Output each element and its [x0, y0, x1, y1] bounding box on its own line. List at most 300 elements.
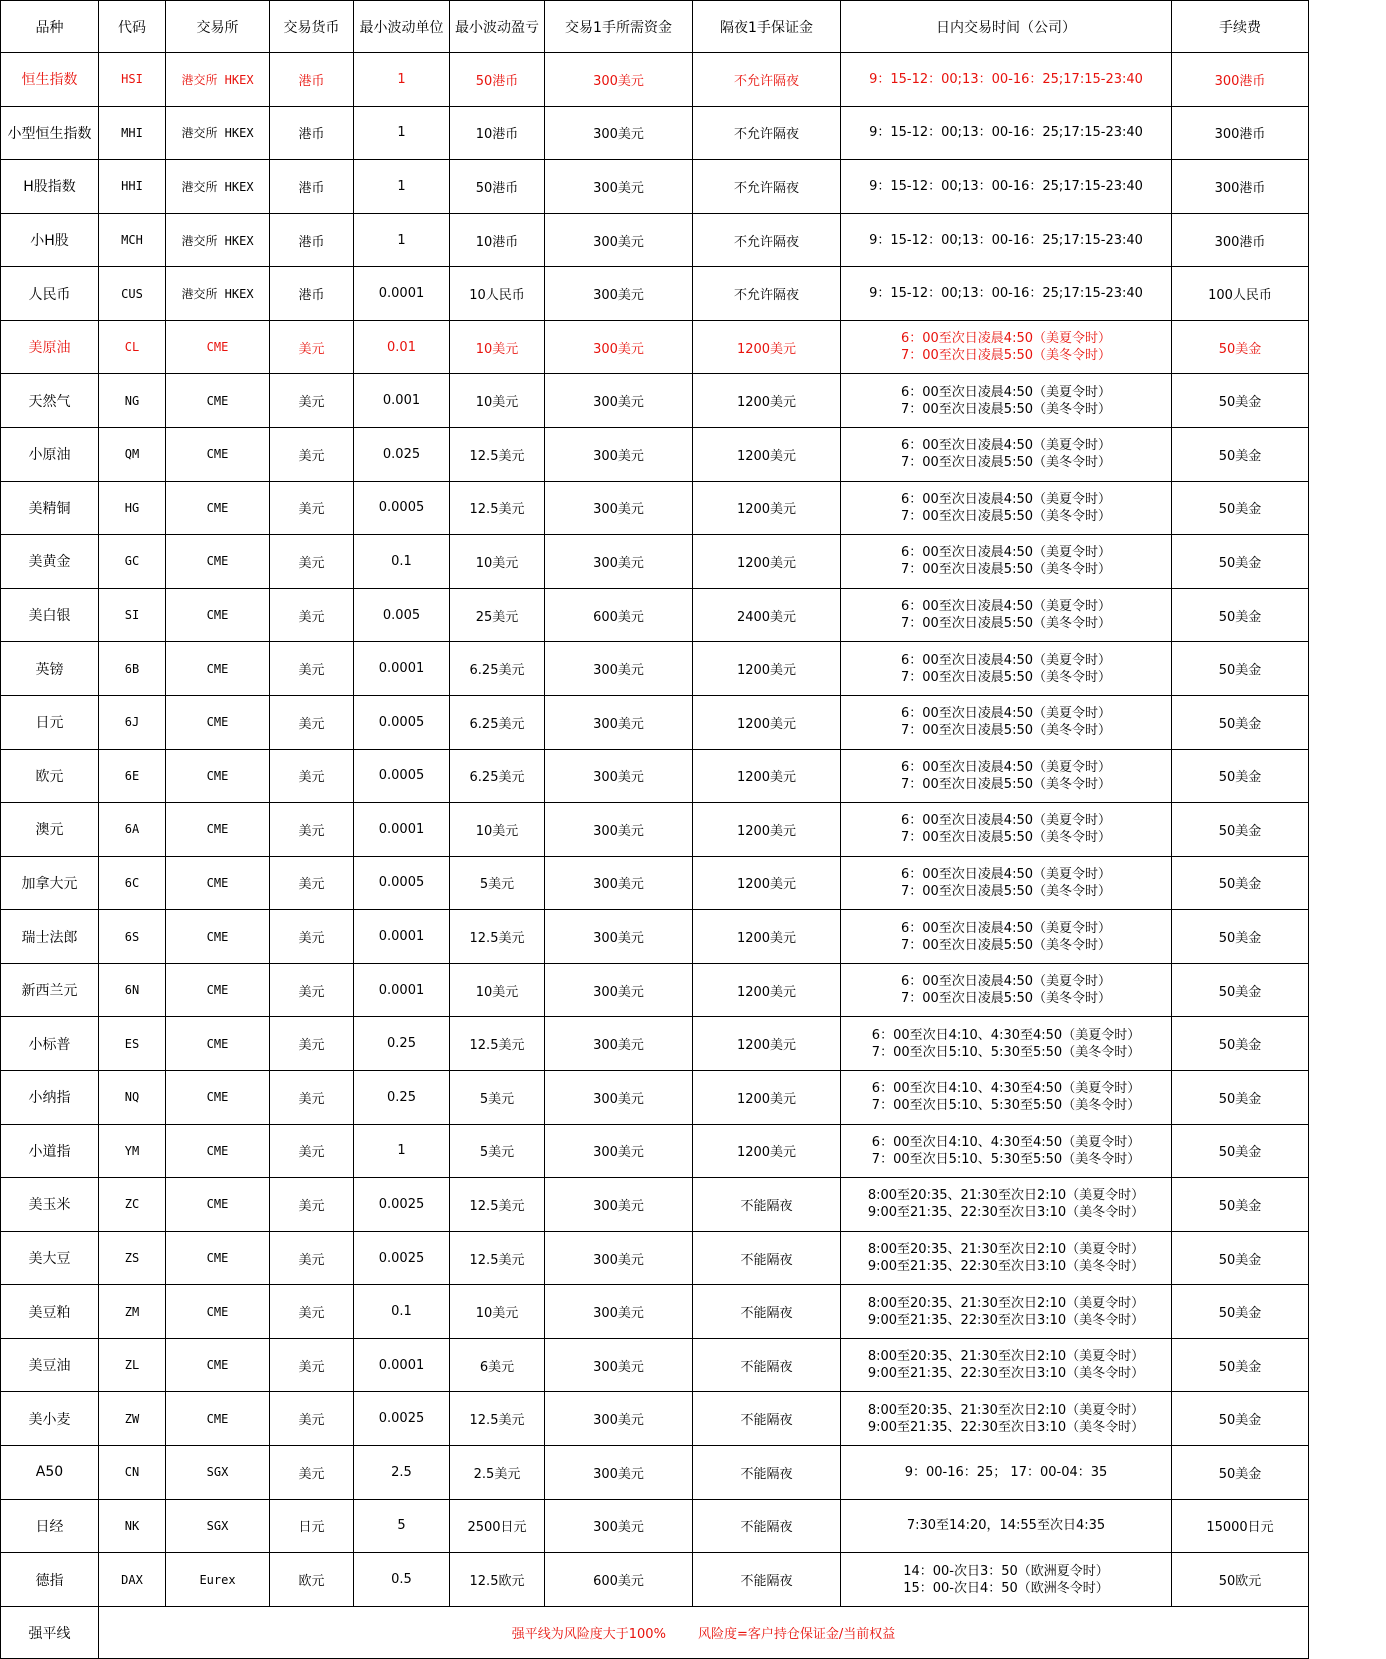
- trading-hours-line: 6：00至次日凌晨4:50（美夏令时）: [900, 331, 1111, 347]
- overnight-margin: 1200美元: [693, 320, 841, 374]
- trading-hours-line: 7：00至次日凌晨5:50（美冬令时）: [900, 508, 1111, 524]
- overnight-margin: 1200美元: [693, 1070, 841, 1124]
- tick-value: 6.25美元: [450, 749, 545, 803]
- min-tick: 0.25: [354, 1070, 450, 1124]
- tick-value: 10港币: [450, 213, 545, 267]
- currency: 美元: [270, 1338, 354, 1392]
- trading-hours-line: 7：00至次日凌晨5:50（美冬令时）: [900, 723, 1111, 739]
- table-row: [1, 1178, 1309, 1232]
- product-code: CL: [99, 320, 166, 374]
- overnight-margin: 1200美元: [693, 910, 841, 964]
- capital-per-lot: 300美元: [545, 1124, 693, 1178]
- capital-per-lot: 600美元: [545, 588, 693, 642]
- product-name: 日经: [1, 1499, 99, 1553]
- overnight-margin: 不能隔夜: [693, 1285, 841, 1339]
- trading-hours-line: 9:00至21:35、22:30至次日3:10（美冬令时）: [867, 1366, 1145, 1382]
- fee: 50美金: [1172, 749, 1309, 803]
- currency: 美元: [270, 642, 354, 696]
- exchange: CME: [166, 1285, 270, 1339]
- overnight-margin: 1200美元: [693, 695, 841, 749]
- header-overnight-margin: 隔夜1手保证金: [693, 1, 841, 53]
- currency: 美元: [270, 1017, 354, 1071]
- forced-liquidation-label: 强平线: [1, 1607, 99, 1659]
- table-row: [1, 856, 1309, 910]
- trading-hours-line: 6：00至次日4:10、4:30至4:50（美夏令时）: [871, 1027, 1141, 1043]
- header-code: 代码: [99, 1, 166, 53]
- fee: 50美金: [1172, 1285, 1309, 1339]
- fee: 50美金: [1172, 695, 1309, 749]
- overnight-margin: 不能隔夜: [693, 1446, 841, 1500]
- tick-value: 5美元: [450, 1124, 545, 1178]
- trading-hours: [841, 374, 1172, 428]
- product-code: DAX: [99, 1553, 166, 1607]
- currency: 美元: [270, 803, 354, 857]
- tick-value: 5美元: [450, 856, 545, 910]
- overnight-margin: 不允许隔夜: [693, 106, 841, 160]
- overnight-margin: 不允许隔夜: [693, 267, 841, 321]
- capital-per-lot: 300美元: [545, 1392, 693, 1446]
- overnight-margin: 1200美元: [693, 856, 841, 910]
- product-code: NK: [99, 1499, 166, 1553]
- product-name: 新西兰元: [1, 963, 99, 1017]
- trading-hours-line: 8:00至20:35、21:30至次日2:10（美夏令时）: [867, 1242, 1145, 1257]
- min-tick: 2.5: [354, 1446, 450, 1500]
- trading-hours-line: 9：15-12：00;13：00-16：25;17:15-23:40: [869, 232, 1143, 248]
- currency: 美元: [270, 749, 354, 803]
- overnight-margin: 不能隔夜: [693, 1231, 841, 1285]
- trading-hours-line: 9：15-12：00;13：00-16：25;17:15-23:40: [869, 286, 1143, 302]
- tick-value: 6.25美元: [450, 695, 545, 749]
- min-tick: 0.0001: [354, 803, 450, 857]
- table-row: [1, 803, 1309, 857]
- fee: 50美金: [1172, 1446, 1309, 1500]
- min-tick: 0.0005: [354, 695, 450, 749]
- trading-hours-line: 7:30至14:20，14:55至次日4:35: [906, 1518, 1106, 1534]
- currency: 港币: [270, 213, 354, 267]
- product-name: 小H股: [1, 213, 99, 267]
- currency: 美元: [270, 1070, 354, 1124]
- product-code: HSI: [99, 53, 166, 107]
- trading-hours-line: 6：00至次日凌晨4:50（美夏令时）: [900, 866, 1111, 882]
- product-code: HG: [99, 481, 166, 535]
- tick-value: 10美元: [450, 803, 545, 857]
- product-code: SI: [99, 588, 166, 642]
- product-code: CN: [99, 1446, 166, 1500]
- tick-value: 12.5美元: [450, 481, 545, 535]
- overnight-margin: 1200美元: [693, 1017, 841, 1071]
- table-row: [1, 535, 1309, 589]
- trading-hours-line: 7：00至次日5:10、5:30至5:50（美冬令时）: [871, 1044, 1141, 1060]
- product-code: HHI: [99, 160, 166, 214]
- min-tick: 5: [354, 1499, 450, 1553]
- exchange: CME: [166, 642, 270, 696]
- trading-hours: [841, 53, 1172, 107]
- exchange: CME: [166, 1338, 270, 1392]
- trading-hours-line: 6：00至次日凌晨4:50（美夏令时）: [900, 759, 1111, 775]
- risk-formula: 风险度=客户持仓保证金/当前权益: [697, 1627, 896, 1642]
- table-row: [1, 749, 1309, 803]
- overnight-margin: 1200美元: [693, 1124, 841, 1178]
- header-fee: 手续费: [1172, 1, 1309, 53]
- min-tick: 0.0001: [354, 1338, 450, 1392]
- exchange: 港交所 HKEX: [166, 267, 270, 321]
- trading-hours-line: 7：00至次日凌晨5:50（美冬令时）: [900, 616, 1111, 632]
- tick-value: 12.5美元: [450, 1231, 545, 1285]
- overnight-margin: 1200美元: [693, 428, 841, 482]
- product-name: 小道指: [1, 1124, 99, 1178]
- exchange: CME: [166, 1178, 270, 1232]
- exchange: 港交所 HKEX: [166, 53, 270, 107]
- capital-per-lot: 300美元: [545, 856, 693, 910]
- product-code: 6C: [99, 856, 166, 910]
- exchange: CME: [166, 856, 270, 910]
- product-name: 小纳指: [1, 1070, 99, 1124]
- trading-hours: [841, 481, 1172, 535]
- header-capital: 交易1手所需资金: [545, 1, 693, 53]
- product-code: 6B: [99, 642, 166, 696]
- capital-per-lot: 300美元: [545, 1017, 693, 1071]
- min-tick: 1: [354, 106, 450, 160]
- trading-hours-line: 6：00至次日凌晨4:50（美夏令时）: [900, 706, 1111, 722]
- tick-value: 2500日元: [450, 1499, 545, 1553]
- currency: 港币: [270, 106, 354, 160]
- product-name: 日元: [1, 695, 99, 749]
- capital-per-lot: 300美元: [545, 106, 693, 160]
- fee: 300港币: [1172, 53, 1309, 107]
- overnight-margin: 2400美元: [693, 588, 841, 642]
- currency: 美元: [270, 428, 354, 482]
- trading-hours: [841, 213, 1172, 267]
- tick-value: 10美元: [450, 963, 545, 1017]
- tick-value: 12.5美元: [450, 910, 545, 964]
- overnight-margin: 1200美元: [693, 481, 841, 535]
- overnight-margin: 不能隔夜: [693, 1338, 841, 1392]
- fee: 15000日元: [1172, 1499, 1309, 1553]
- currency: 港币: [270, 53, 354, 107]
- product-name: 加拿大元: [1, 856, 99, 910]
- exchange: CME: [166, 320, 270, 374]
- currency: 日元: [270, 1499, 354, 1553]
- product-name: 德指: [1, 1553, 99, 1607]
- product-name: 美豆粕: [1, 1285, 99, 1339]
- capital-per-lot: 300美元: [545, 213, 693, 267]
- fee: 100人民币: [1172, 267, 1309, 321]
- product-name: H股指数: [1, 160, 99, 214]
- trading-hours: [841, 1499, 1172, 1553]
- exchange: SGX: [166, 1446, 270, 1500]
- trading-hours-line: 7：00至次日5:10、5:30至5:50（美冬令时）: [871, 1151, 1141, 1167]
- currency: 欧元: [270, 1553, 354, 1607]
- product-name: 小型恒生指数: [1, 106, 99, 160]
- tick-value: 6美元: [450, 1338, 545, 1392]
- min-tick: 0.0001: [354, 963, 450, 1017]
- table-row: [1, 588, 1309, 642]
- capital-per-lot: 300美元: [545, 535, 693, 589]
- product-code: NG: [99, 374, 166, 428]
- trading-hours-line: 8:00至20:35、21:30至次日2:10（美夏令时）: [867, 1402, 1145, 1418]
- trading-hours: [841, 106, 1172, 160]
- table-row: [1, 1017, 1309, 1071]
- trading-hours-line: 9：15-12：00;13：00-16：25;17:15-23:40: [869, 125, 1143, 141]
- product-name: 恒生指数: [1, 53, 99, 107]
- trading-hours-line: 9:00至21:35、22:30至次日3:10（美冬令时）: [867, 1259, 1145, 1274]
- trading-hours-line: 6：00至次日凌晨4:50（美夏令时）: [900, 599, 1111, 615]
- exchange: CME: [166, 1392, 270, 1446]
- product-name: 美豆油: [1, 1338, 99, 1392]
- trading-hours: [841, 856, 1172, 910]
- trading-hours-line: 7：00至次日凌晨5:50（美冬令时）: [900, 401, 1111, 417]
- fee: 300港币: [1172, 213, 1309, 267]
- tick-value: 10美元: [450, 374, 545, 428]
- exchange: CME: [166, 803, 270, 857]
- exchange: CME: [166, 1070, 270, 1124]
- overnight-margin: 1200美元: [693, 749, 841, 803]
- currency: 美元: [270, 856, 354, 910]
- header-trading-hours: 日内交易时间（公司）: [841, 1, 1172, 53]
- trading-hours-line: 9:00至21:35、22:30至次日3:10（美冬令时）: [867, 1205, 1145, 1221]
- min-tick: 1: [354, 53, 450, 107]
- trading-hours-line: 7：00至次日凌晨5:50（美冬令时）: [900, 562, 1111, 578]
- trading-hours-line: 7：00至次日5:10、5:30至5:50（美冬令时）: [871, 1098, 1141, 1114]
- capital-per-lot: 300美元: [545, 1178, 693, 1232]
- overnight-margin: 不能隔夜: [693, 1499, 841, 1553]
- capital-per-lot: 300美元: [545, 749, 693, 803]
- trading-hours-line: 6：00至次日凌晨4:50（美夏令时）: [900, 545, 1111, 561]
- table-row: [1, 53, 1309, 107]
- product-code: 6A: [99, 803, 166, 857]
- fee: 50美金: [1172, 428, 1309, 482]
- trading-hours: [841, 1392, 1172, 1446]
- exchange: CME: [166, 749, 270, 803]
- capital-per-lot: 300美元: [545, 481, 693, 535]
- trading-hours: [841, 1285, 1172, 1339]
- table-row: [1, 374, 1309, 428]
- fee: 50欧元: [1172, 1553, 1309, 1607]
- trading-hours: [841, 1124, 1172, 1178]
- trading-hours: [841, 1231, 1172, 1285]
- table-body: [1, 53, 1309, 1607]
- tick-value: 6.25美元: [450, 642, 545, 696]
- trading-hours: [841, 428, 1172, 482]
- capital-per-lot: 300美元: [545, 53, 693, 107]
- table-row: [1, 1070, 1309, 1124]
- product-code: MHI: [99, 106, 166, 160]
- product-code: ES: [99, 1017, 166, 1071]
- product-name: 小标普: [1, 1017, 99, 1071]
- header-tick-value: 最小波动盈亏: [450, 1, 545, 53]
- trading-hours-line: 15：00-次日4：50（欧洲冬令时）: [903, 1580, 1109, 1596]
- trading-hours-line: 14：00-次日3：50（欧洲夏令时）: [903, 1563, 1109, 1579]
- min-tick: 0.0001: [354, 910, 450, 964]
- trading-hours: [841, 963, 1172, 1017]
- fee: 50美金: [1172, 320, 1309, 374]
- fee: 50美金: [1172, 481, 1309, 535]
- exchange: CME: [166, 481, 270, 535]
- product-code: 6N: [99, 963, 166, 1017]
- min-tick: 0.0025: [354, 1178, 450, 1232]
- product-code: 6E: [99, 749, 166, 803]
- trading-hours: [841, 910, 1172, 964]
- capital-per-lot: 300美元: [545, 1231, 693, 1285]
- trading-hours: [841, 1553, 1172, 1607]
- trading-hours-line: 6：00至次日凌晨4:50（美夏令时）: [900, 491, 1111, 507]
- min-tick: 0.0005: [354, 856, 450, 910]
- trading-hours: [841, 1446, 1172, 1500]
- fee: 50美金: [1172, 1070, 1309, 1124]
- capital-per-lot: 300美元: [545, 803, 693, 857]
- trading-hours: [841, 1017, 1172, 1071]
- table-row: [1, 1392, 1309, 1446]
- currency: 美元: [270, 910, 354, 964]
- tick-value: 5美元: [450, 1070, 545, 1124]
- trading-hours: [841, 535, 1172, 589]
- capital-per-lot: 300美元: [545, 910, 693, 964]
- product-code: ZW: [99, 1392, 166, 1446]
- header-name: 品种: [1, 1, 99, 53]
- fee: 50美金: [1172, 535, 1309, 589]
- trading-hours-line: 7：00至次日凌晨5:50（美冬令时）: [900, 830, 1111, 846]
- min-tick: 1: [354, 213, 450, 267]
- header-tick: 最小波动单位: [354, 1, 450, 53]
- table-row: [1, 910, 1309, 964]
- currency: 美元: [270, 1392, 354, 1446]
- exchange: CME: [166, 1231, 270, 1285]
- overnight-margin: 不能隔夜: [693, 1178, 841, 1232]
- product-code: GC: [99, 535, 166, 589]
- capital-per-lot: 300美元: [545, 695, 693, 749]
- capital-per-lot: 300美元: [545, 1499, 693, 1553]
- capital-per-lot: 300美元: [545, 428, 693, 482]
- product-code: YM: [99, 1124, 166, 1178]
- exchange: CME: [166, 535, 270, 589]
- trading-hours-line: 8:00至20:35、21:30至次日2:10（美夏令时）: [867, 1295, 1145, 1311]
- product-name: 美黄金: [1, 535, 99, 589]
- min-tick: 0.1: [354, 1285, 450, 1339]
- exchange: CME: [166, 963, 270, 1017]
- currency: 美元: [270, 695, 354, 749]
- fee: 300港币: [1172, 160, 1309, 214]
- table-row: [1, 1231, 1309, 1285]
- product-name: 美白银: [1, 588, 99, 642]
- product-name: 美原油: [1, 320, 99, 374]
- exchange: CME: [166, 1124, 270, 1178]
- trading-hours-line: 7：00至次日凌晨5:50（美冬令时）: [900, 455, 1111, 471]
- product-code: NQ: [99, 1070, 166, 1124]
- tick-value: 50港币: [450, 53, 545, 107]
- fee: 50美金: [1172, 856, 1309, 910]
- fee: 50美金: [1172, 1392, 1309, 1446]
- trading-hours: [841, 1178, 1172, 1232]
- trading-hours-line: 9：15-12：00;13：00-16：25;17:15-23:40: [869, 178, 1143, 194]
- tick-value: 10美元: [450, 320, 545, 374]
- table-row: [1, 428, 1309, 482]
- overnight-margin: 1200美元: [693, 535, 841, 589]
- product-name: 人民币: [1, 267, 99, 321]
- table-row: [1, 1124, 1309, 1178]
- min-tick: 1: [354, 1124, 450, 1178]
- capital-per-lot: 300美元: [545, 320, 693, 374]
- exchange: CME: [166, 588, 270, 642]
- min-tick: 0.1: [354, 535, 450, 589]
- trading-hours: [841, 695, 1172, 749]
- trading-hours-line: 8:00至20:35、21:30至次日2:10（美夏令时）: [867, 1188, 1145, 1204]
- currency: 港币: [270, 160, 354, 214]
- exchange: CME: [166, 374, 270, 428]
- currency: 美元: [270, 1231, 354, 1285]
- trading-hours-line: 7：00至次日凌晨5:50（美冬令时）: [900, 776, 1111, 792]
- tick-value: 2.5美元: [450, 1446, 545, 1500]
- table-row: [1, 963, 1309, 1017]
- min-tick: 0.0025: [354, 1231, 450, 1285]
- product-name: 美精铜: [1, 481, 99, 535]
- trading-hours-line: 6：00至次日凌晨4:50（美夏令时）: [900, 920, 1111, 936]
- min-tick: 0.0001: [354, 267, 450, 321]
- trading-hours-line: 8:00至20:35、21:30至次日2:10（美夏令时）: [867, 1349, 1145, 1365]
- overnight-margin: 不能隔夜: [693, 1553, 841, 1607]
- fee: 50美金: [1172, 1231, 1309, 1285]
- exchange: 港交所 HKEX: [166, 106, 270, 160]
- trading-hours: [841, 803, 1172, 857]
- min-tick: 0.0025: [354, 1392, 450, 1446]
- capital-per-lot: 300美元: [545, 374, 693, 428]
- header-exchange: 交易所: [166, 1, 270, 53]
- trading-hours: [841, 1338, 1172, 1392]
- product-name: 澳元: [1, 803, 99, 857]
- product-code: 6J: [99, 695, 166, 749]
- product-code: CUS: [99, 267, 166, 321]
- trading-hours-line: 6：00至次日凌晨4:50（美夏令时）: [900, 652, 1111, 668]
- fee: 50美金: [1172, 374, 1309, 428]
- product-name: 美大豆: [1, 1231, 99, 1285]
- fee: 50美金: [1172, 1124, 1309, 1178]
- min-tick: 0.0005: [354, 749, 450, 803]
- currency: 美元: [270, 320, 354, 374]
- tick-value: 50港币: [450, 160, 545, 214]
- currency: 美元: [270, 374, 354, 428]
- exchange: CME: [166, 428, 270, 482]
- overnight-margin: 不能隔夜: [693, 1392, 841, 1446]
- product-code: ZM: [99, 1285, 166, 1339]
- trading-hours: [841, 588, 1172, 642]
- trading-hours-line: 9:00至21:35、22:30至次日3:10（美冬令时）: [867, 1312, 1145, 1328]
- fee: 50美金: [1172, 1017, 1309, 1071]
- table-row: [1, 1446, 1309, 1500]
- currency: 美元: [270, 1446, 354, 1500]
- capital-per-lot: 300美元: [545, 1070, 693, 1124]
- tick-value: 12.5美元: [450, 1392, 545, 1446]
- table-row: [1, 160, 1309, 214]
- fee: 300港币: [1172, 106, 1309, 160]
- product-name: 天然气: [1, 374, 99, 428]
- product-code: 6S: [99, 910, 166, 964]
- min-tick: 1: [354, 160, 450, 214]
- exchange: CME: [166, 910, 270, 964]
- overnight-margin: 不允许隔夜: [693, 213, 841, 267]
- overnight-margin: 1200美元: [693, 642, 841, 696]
- capital-per-lot: 300美元: [545, 963, 693, 1017]
- table-row: [1, 106, 1309, 160]
- fee: 50美金: [1172, 1178, 1309, 1232]
- min-tick: 0.005: [354, 588, 450, 642]
- overnight-margin: 不允许隔夜: [693, 160, 841, 214]
- trading-hours-line: 6：00至次日4:10、4:30至4:50（美夏令时）: [871, 1134, 1141, 1150]
- currency: 美元: [270, 535, 354, 589]
- tick-value: 12.5欧元: [450, 1553, 545, 1607]
- tick-value: 10港币: [450, 106, 545, 160]
- currency: 美元: [270, 481, 354, 535]
- header-row: [1, 1, 1309, 53]
- overnight-margin: 1200美元: [693, 803, 841, 857]
